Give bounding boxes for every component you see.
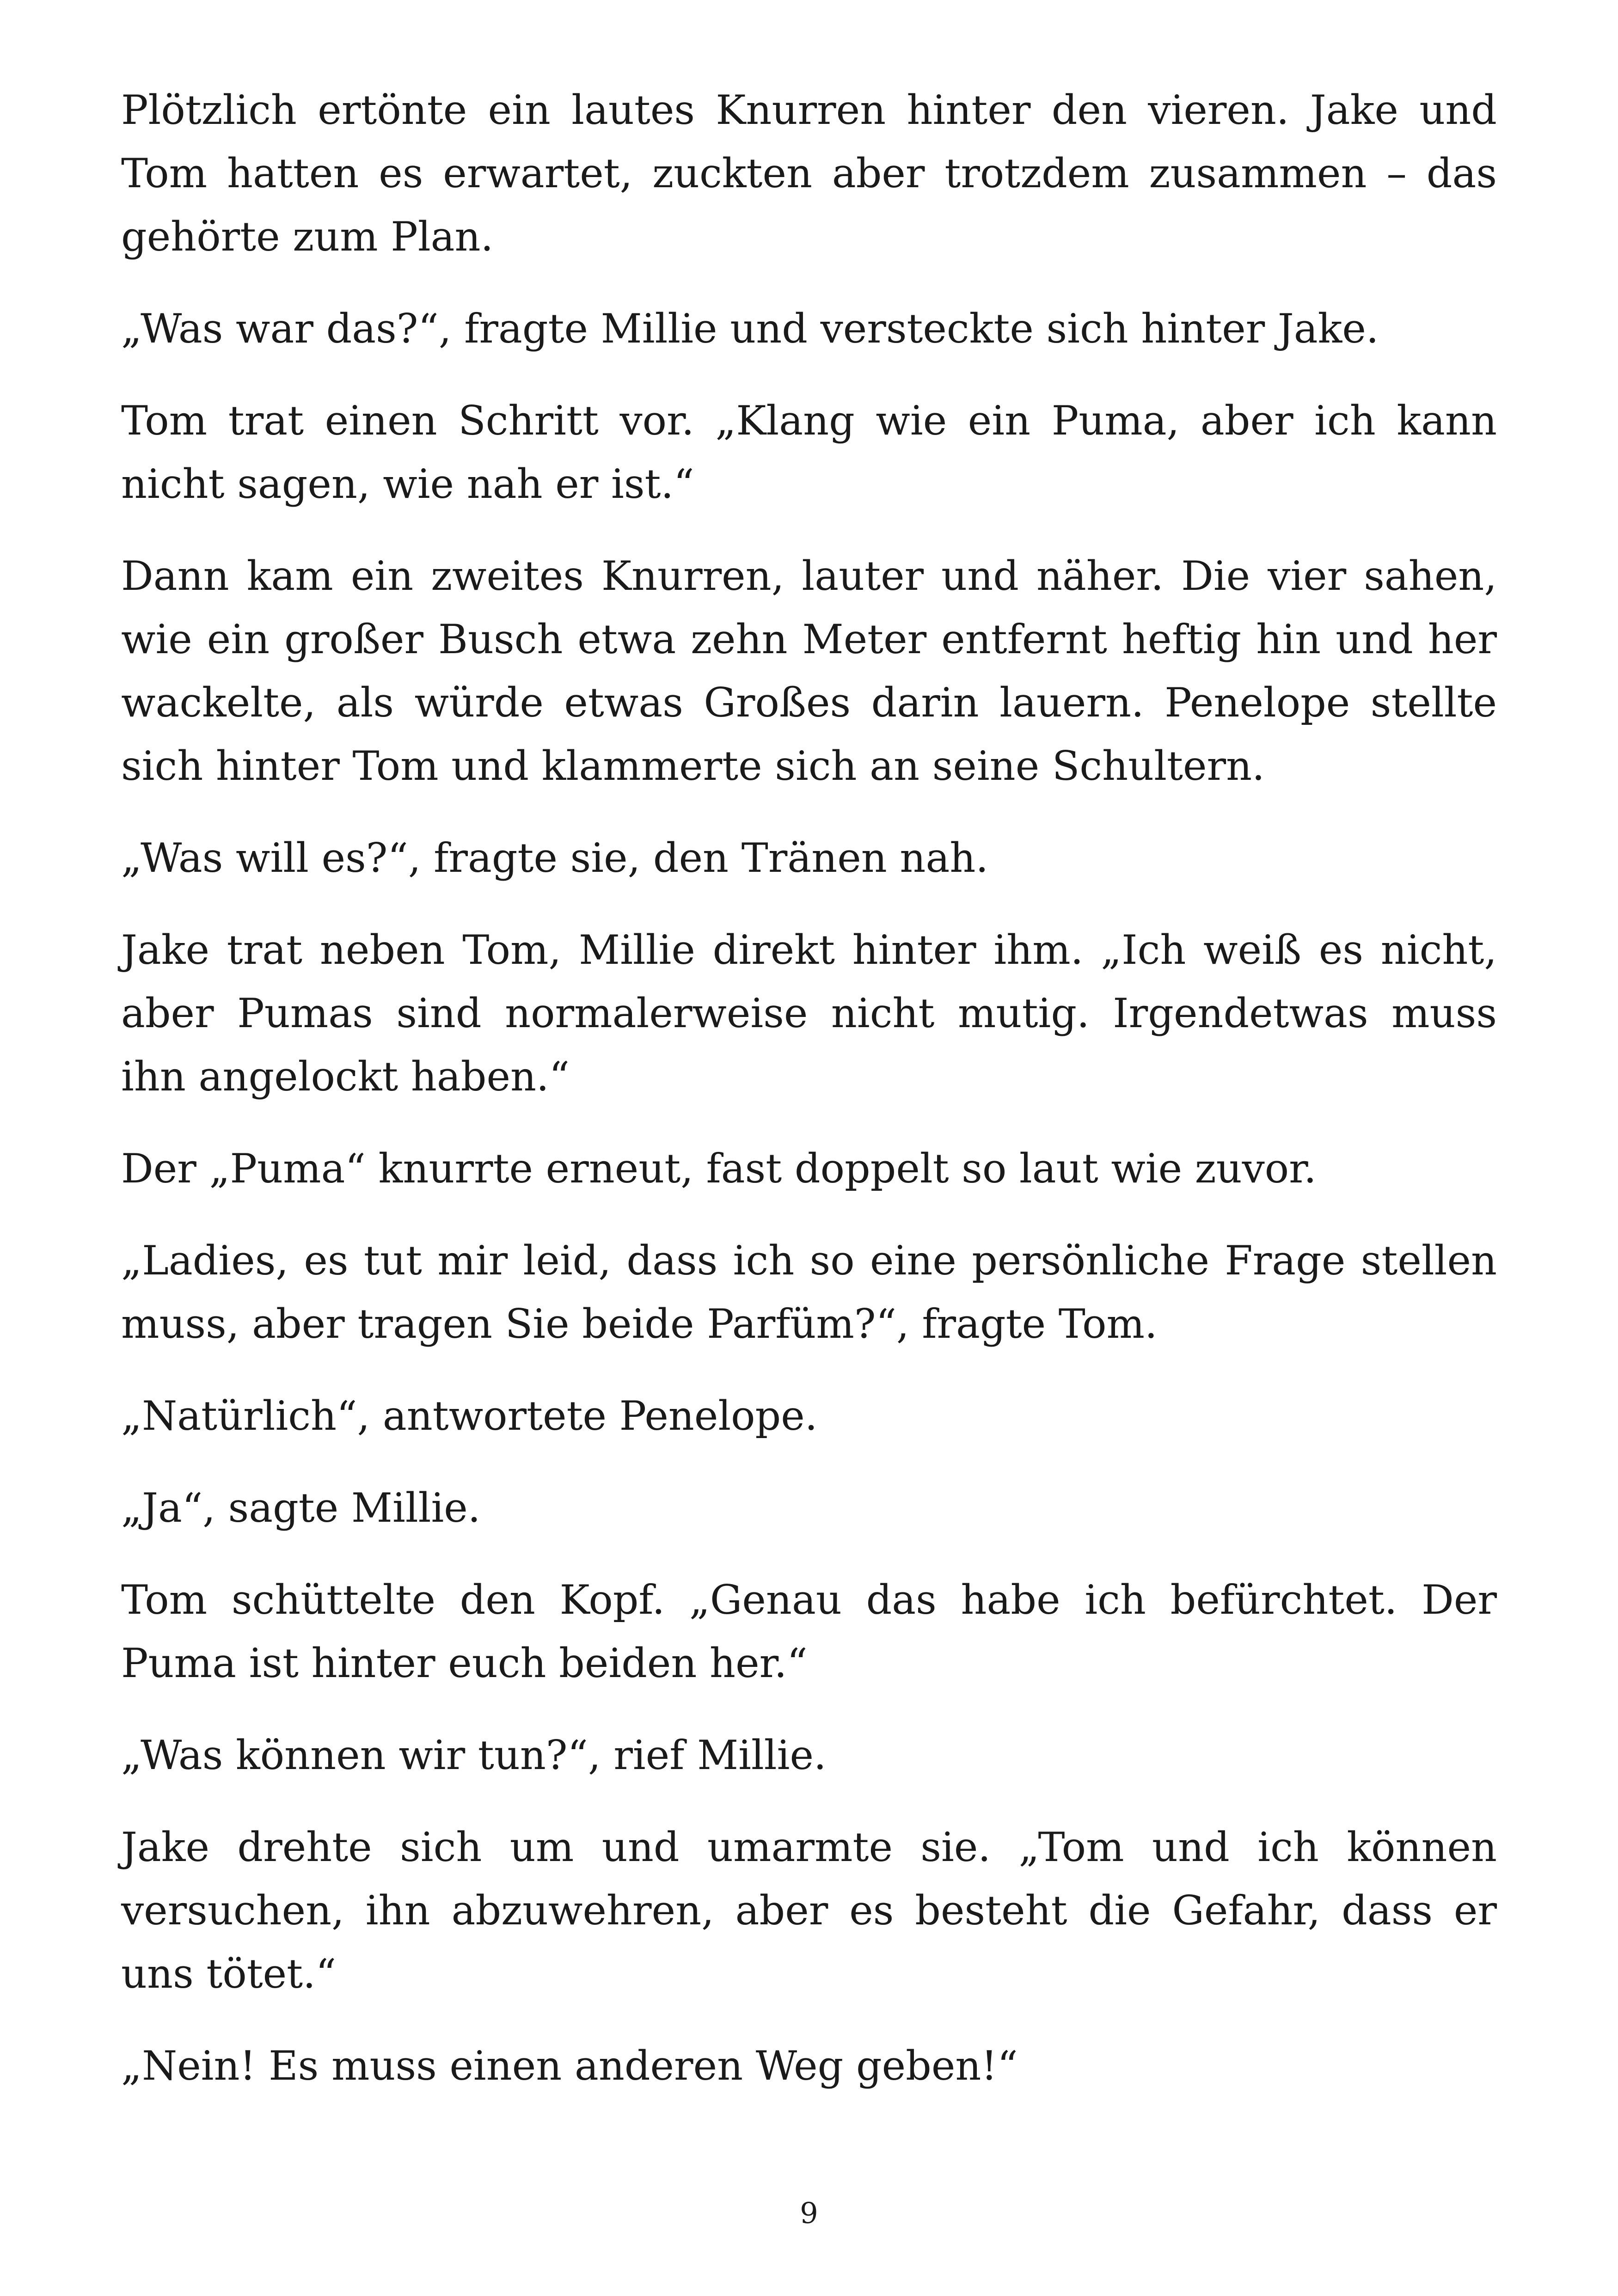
paragraph: „Ladies, es tut mir leid, dass ich so eine persönliche Frage stellen muss, aber tragen Sie beide Parfüm?“, fragte Tom. — [121, 1237, 1497, 1347]
paragraph: Plötzlich ertönte ein lautes Knurren hinter den vieren. Jake und Tom hatten es erwartet, zuckten aber trotzdem zusammen – das gehörte zum Plan. — [121, 86, 1497, 260]
paragraph: „Was können wir tun?“, rief Millie. — [121, 1732, 827, 1779]
paragraph: Der „Puma“ knurrte erneut, fast doppelt so laut wie zuvor. — [121, 1145, 1317, 1192]
paragraph: Tom schüttelte den Kopf. „Genau das habe ich befürchtet. Der Puma ist hinter euch beiden her.“ — [121, 1576, 1497, 1687]
paragraph: Jake drehte sich um und umarmte sie. „Tom und ich können versuchen, ihn abzuwehren, aber es besteht die Gefahr, dass er uns tötet.“ — [121, 1824, 1497, 1997]
paragraph: „Was war das?“, fragte Millie und versteckte sich hinter Jake. — [121, 305, 1379, 352]
paragraph: Dann kam ein zweites Knurren, lauter und näher. Die vier sahen, wie ein großer Busch etwa zehn Meter entfernt heftig hin und her wackelte, als würde etwas Großes darin lauern. Penelope stellte sich hinter Tom und klammerte sich an seine Schultern. — [121, 552, 1497, 790]
paragraph: „Was will es?“, fragte sie, den Tränen nah. — [121, 834, 989, 882]
paragraph: Jake trat neben Tom, Millie direkt hinter ihm. „Ich weiß es nicht, aber Pumas sind normalerweise nicht mutig. Irgendetwas muss ihn angelockt haben.“ — [121, 926, 1497, 1100]
page-number: 9 — [800, 2196, 818, 2230]
body-text — [121, 79, 1497, 2098]
paragraph: „Natürlich“, antwortete Penelope. — [121, 1392, 818, 1439]
paragraph: Tom trat einen Schritt vor. „Klang wie ein Puma, aber ich kann nicht sagen, wie nah er ist.“ — [121, 397, 1497, 508]
paragraph: „Nein! Es muss einen anderen Weg geben!“ — [121, 2042, 1018, 2089]
paragraph: „Ja“, sagte Millie. — [121, 1484, 481, 1531]
